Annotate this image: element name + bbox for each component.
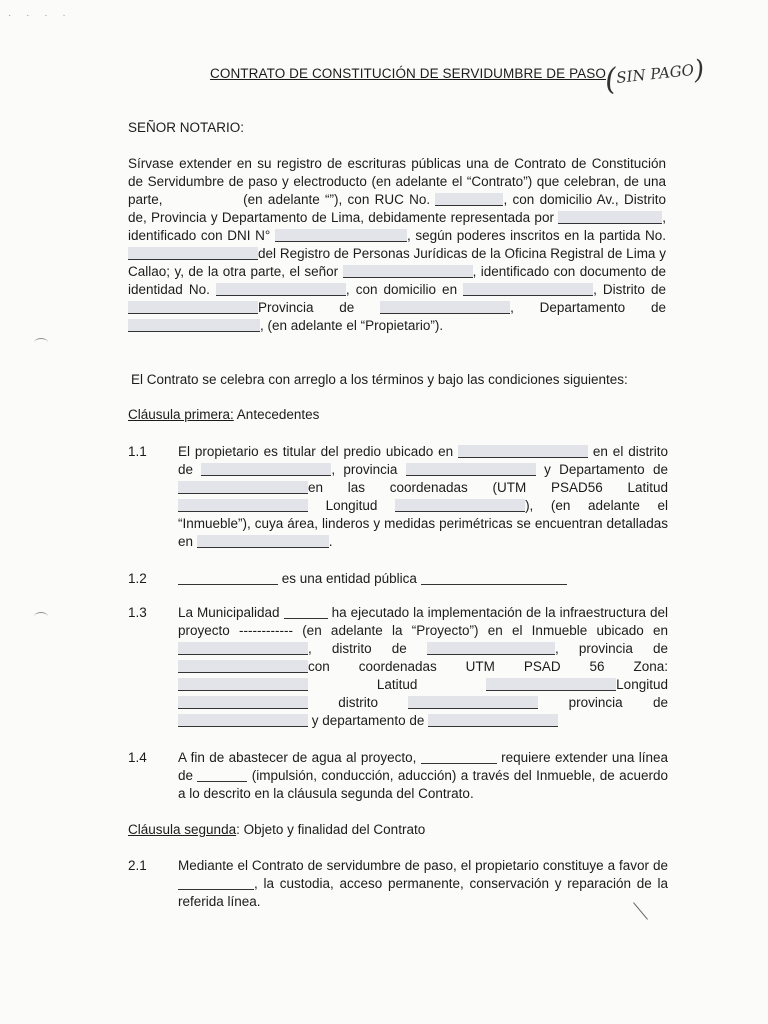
item-text: y departamento de (311, 713, 425, 728)
item-text: es una entidad pública (281, 571, 417, 586)
item-text: en las coordenadas (UTM PSAD56 Latitud (308, 480, 668, 495)
item-text: Latitud (376, 677, 418, 692)
item-text: y Departamento de (544, 462, 668, 477)
blank-line (178, 877, 254, 890)
clause-title: Antecedentes (233, 407, 320, 422)
blank-field (275, 229, 407, 242)
item-text: requiere extender una línea de (178, 750, 668, 783)
intro-text: (en adelante “”), con RUC No. (243, 192, 431, 207)
intro-text: , con domicilio Av., Distrito de, Provincia y Departamento de Lima, debidamente representada por (128, 192, 666, 225)
salutation: SEÑOR NOTARIO: (128, 120, 245, 135)
item-body (178, 570, 668, 588)
scan-punch-mark (34, 338, 48, 347)
blank-field (197, 535, 329, 548)
item-text: A fin de abastecer de agua al proyecto, (178, 750, 417, 765)
item-text: , la custodia, acceso permanente, conservación y reparación de la referida línea. (178, 876, 668, 909)
blank-field (435, 193, 503, 206)
blank-field (408, 696, 538, 709)
item-text: . (328, 534, 333, 549)
item-body (178, 443, 668, 551)
scan-punch-mark (34, 612, 48, 621)
item-text: con coordenadas UTM PSAD 56 Zona: (308, 659, 668, 674)
item-text: Longitud (616, 677, 668, 692)
item-text: provincia de (568, 695, 668, 710)
intro-text: , Departamento de (510, 300, 666, 315)
item-text: El propietario es titular del predio ubicado en (178, 444, 454, 459)
item-number: 1.1 (128, 444, 147, 459)
intro-text: Sírvase extender en su registro de escrituras públicas una de Contrato de Constitución de Servidumbre de paso y electroducto (en adelante el “Contrato”) que celebran, de una parte, (128, 156, 666, 207)
blank-field (395, 499, 525, 512)
item-number: 1.3 (128, 605, 147, 620)
conditions-intro: El Contrato se celebra con arreglo a los términos y bajo las condiciones siguientes: (131, 372, 628, 387)
item-text: Longitud (325, 498, 378, 513)
blank-field (216, 283, 346, 296)
blank-field (380, 301, 510, 314)
item-text: ha ejecutado la implementación de la infraestructura del proyecto ------------ (en adelante la “Proyecto”) en el Inmueble ubicado en (178, 605, 668, 638)
item-body (178, 857, 668, 911)
blank-field (428, 714, 558, 727)
item-body (178, 749, 668, 803)
blank-field (343, 265, 473, 278)
intro-text: , según poderes inscritos en la partida No. (406, 228, 666, 243)
intro-text: , identificado con DNI N° (128, 210, 666, 243)
intro-text: del Registro de Personas Jurídicas de la Oficina Registral de Lima y Callao; y, de la otra parte, el señor (128, 246, 666, 279)
item-text: , provincia de (554, 641, 668, 656)
blank-field (128, 247, 258, 260)
item-text: distrito (338, 695, 379, 710)
item-text: La Municipalidad (178, 605, 280, 620)
blank-field (201, 463, 331, 476)
blank-field (128, 319, 260, 332)
blank-field (178, 660, 308, 673)
blank-line (178, 572, 278, 585)
blank-line (197, 769, 247, 782)
blank-field (178, 642, 308, 655)
item-number: 2.1 (128, 858, 147, 873)
handwritten-note: ( SIN PAGO ) (602, 47, 705, 92)
item-text: en el distrito de (178, 444, 668, 477)
blank-field (178, 714, 308, 727)
clause-title: : Objeto y finalidad del Contrato (236, 822, 426, 837)
blank-line (421, 572, 567, 585)
blank-field (178, 696, 308, 709)
blank-field (427, 642, 555, 655)
intro-text: , Distrito de (593, 282, 666, 297)
blank-field (178, 499, 308, 512)
blank-line (421, 751, 497, 764)
item-number: 1.2 (128, 571, 147, 586)
blank-field (178, 481, 308, 494)
item-text: ), (en adelante el “Inmueble”), cuya área, linderos y medidas perimétricas se encuentran detalladas en (178, 498, 668, 549)
intro-text: , identificado con documento de identidad No. (128, 264, 666, 297)
blank-field (458, 445, 588, 458)
item-number: 1.4 (128, 750, 147, 765)
item-text: (impulsión, conducción, aducción) a través del Inmueble, de acuerdo a lo descrito en la cláusula segunda del Contrato. (178, 768, 668, 801)
blank-field (178, 678, 308, 691)
intro-text: Provincia de (258, 300, 355, 315)
item-text: Mediante el Contrato de servidumbre de paso, el propietario constituye a favor de (178, 858, 668, 873)
scan-artifact: · · · · (8, 10, 72, 21)
clause-label: Cláusula segunda (128, 822, 237, 837)
intro-text: , (en adelante el “Propietario”). (260, 318, 444, 333)
blank-line (284, 606, 328, 619)
item-text: , distrito de (308, 641, 407, 656)
clause-heading-second (128, 822, 425, 837)
blank-field (406, 463, 536, 476)
blank-field (168, 194, 238, 206)
blank-field (463, 283, 593, 296)
document-title: CONTRATO DE CONSTITUCIÓN DE SERVIDUMBRE DE PASO (210, 66, 606, 81)
blank-field (486, 678, 616, 691)
clause-label: Cláusula primera: (128, 407, 234, 422)
clause-heading-first (128, 407, 319, 422)
intro-paragraph (128, 155, 666, 335)
intro-text: , con domicilio en (345, 282, 458, 297)
blank-field (558, 211, 662, 224)
item-text: , provincia (331, 462, 398, 477)
item-body (178, 604, 668, 730)
blank-field (128, 301, 258, 314)
